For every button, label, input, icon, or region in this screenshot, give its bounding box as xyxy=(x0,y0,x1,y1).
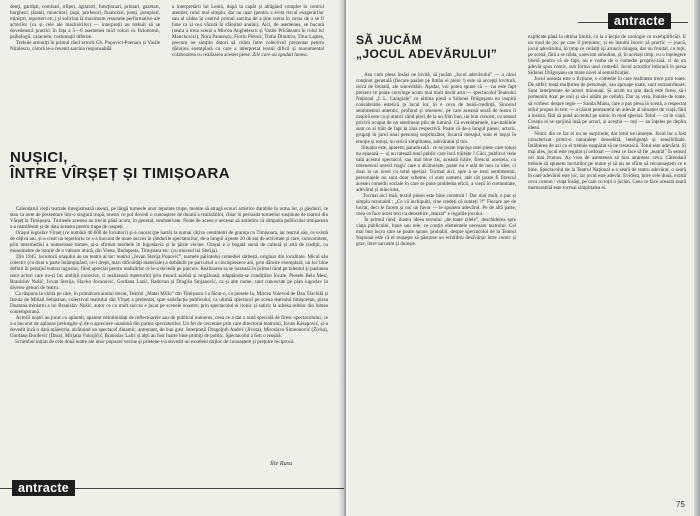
article-signature: Ilie Rusu xyxy=(270,460,293,467)
left-top-column-1: denți, gardiști, comisari, ofițeri, agitatori, funcționari, primari, gazetari, burghezi, țăranii, muncitori, popi, profesori, financiari, poeți, pompieri, miniștri, reporteri etc.) și solicitat la maximum resursele performative ale actorilor (ca și cele ale machiorilor) — interpreții au trebuit să se dovedească practici în fața a 5—6 asemenea mici roluri cu fizionomii, psihologii, caractere, costumații diferite. Trebuie amintiți în primul rând actorii Gh. Popovici-Poenaru și Vasile Nițulescu, căroră le-a revenit sarcina responsabilă xyxy=(10,4,160,53)
book-fore-edge xyxy=(694,0,700,516)
left-headline-line-1: NUȘICI, xyxy=(10,149,68,166)
left-body-text: Calendarul vieții teatrale înregistrează uneori, pe lângă turneele unor reputate trupe, menite să atragă ecouri artistice durabile în urma lor, și găsduiri, ce stau ca note de prezentare într-o singură trupă, uneori ce pot dovedi o cunoaștere de durată a realizărilor, chiar în perioada turneelor susținute de teatrul din Vârșeț la Timișoara. Turneele acestea au trecut până acum, în general, neobservate. Poate de aceea e necesar să amintim că simpatia publicului timișorean s-a manifestat și de data aceasta pentru trupa de oaspeți. Orașul iugoslav Vîrșeț (ce număra 40.000 de locuitori) și-a onorat (pe hartă) la numai câțiva centimetri de granița cu Timișoara, iar teatrul său, ce există de câțiva ani, și-a creat un repertoriu ce s-a bucurat de mare succes în rândurile spectatorilor, de-a lungul a peste 20 de ani de activitate și care, concomitent, prin intermediul a numeroase turnee, și-a afirmat meritele în Iugoslavia și în țările vecine. Orașul e o bogată sursă de cultură și artă de tradiții, cu monumente de istorie de o valoare unică, din Viena, Budapesta, Timișoara etc. (cu muzeul lui Sterija). Din 1945, locuitorii orașului au un teatru al lor: teatrul „Jovan Sterija Popović”, numele părintelui comediei sârbești, originar din localitate. Micul său colectiv (cu doar o parte întâmpinând, ce-i drept, mari dificultăți materiale) a dobândit pe parcursul a cincisprezece ani, prin dăruire exemplară, un loc bine definit în peisajul teatral iugoslav, fiind apreciat pentru realizările ce le-a dovedit pe parcurs. Realizarea sa se bazează în primul rând pe talentul și pasiunea unor actori care nu-și fac ambiții excesive, ci realizează repertoriul prin muncă asiduă și migăloasă, adaptându-se condițiilor locale. Piesele Bela Mesi, Branislav Nušić, Jovan Sterija, Slavko Jovanović, Gordana Lazić, Radovan și Dragiša Stojanović, ca și alte nume, sunt cunoscute pe plan iugoslav în diverse genuri de teatru. Ca răspuns la vizita pe care, în primăvara anului trecut, Teatrul „Matei Millo” din Timișoara i-a făcut-o, cu piesele Io, Mircea Voievod de Dan Tărchilă și Insula de Mihail Sebastian, colectivul teatrului din Vîrșeț a prezentat, spre satisfacția publicului, ca ultimă spectacol pe scena teatrului timișorean, piesa Doamna ministru a lui Branislav Nušić, autor ce cu mult succes e jucat pe scenele noastre; prin spectacolul ei ironic și satiric la adresa relelor din lumea contemporană. Actorii noștri au jucat cu aplomb, aparent neintimidați de reflectoarele sau de publicul numeros, ceea ce a dat o notă specială de firesc spectacolului, ce s-a bucurat de aplauze prelungite și de o apreciere unanimă din partea spectatorilor. Un fel de cercetare prin care directorul teatrului, Iovan Kasapović, și-a dovedit încă o dată măiestria, alcătuind un spectacol dinamic, antrenant, de bun gust. Interpreții Dragoljub Andrić (Jivota), Miroslava Simeonović (Živka), Gordana Đurđević (Dara), Mirjana Vukojičić, Branislav Lalić și alții au fost foarte bine primiți de public. Spectacolul a fost o reușită. Schimbul inițiat de cele două teatre ale unor popoare vecine și prietene s-a dovedit un excelent mijloc de cunoaștere și prețuire reciprocă. xyxy=(10,206,329,346)
left-page xyxy=(0,0,344,516)
left-section-tag: antracte xyxy=(12,480,75,496)
page-number: 75 xyxy=(676,500,685,509)
left-top-column-2-text: a interpretării lui Lenin, după la capăt și atrăgând complet în centrul atenției, rolul mai simplu, dar nu ușor (pentru a evita riscul exagerărilor sau al cădea în centrul primul sarcina de a ține scena în cursa de a se fi bine ca și cea văzută în sfârșitul anului). Aici, de asemenea, se bucură (seara a treia scenă a Mircea Anghelescu și Vasile Pricăteanu în rolul lui Manchovici), Nora Paunescu, Florin Piersic, Toma Dimitriu, Titus Lapteș, precum ne simțim datori să cităm între colectivul prezentat pentru dăruirea exemplară cu care a interpretat textul dificil și monumental colaborarea cu realizarea acestei piese. xyxy=(172,4,326,59)
right-page xyxy=(346,0,694,516)
left-top-column-2 xyxy=(172,4,324,104)
right-headline-line-1: SĂ JUCĂM xyxy=(356,33,422,47)
right-column-2: explicate până la ultima limită, ca la o lecție de zoologie cu exemplificări. E un mod de joc pe care îl prețuiesc, și eu însumi încerc să practic — joacă, jocul adevărului, în timp ce ceilalți își aruncă mingea, dar nu frontal, cu toții, pe scenă, fără a se trăda, oarecum simultan, și, în același timp, cu o înțelegere liberă pentru că de fapt, nu e vorba de o comedie propriu-zisă, ci de un adevăr spus comic, sub forma unei comedii. Jocul actorilor îmbracă în piesa Sidonei Drăgușanu un mare nivel al semnificației. Jocul aceasta este o ficțiune, o comedie în care realitatea trece prin toate. De altfel, toată mulțimea de personaje, sau aproape toate, sunt extraordinare. Sunt interpretate de actori minunați. Și acum nu știu dacă este firesc să-i pomenim doar pe unii și să-i uităm pe ceilalți. Dar aș vrea, înainte de toate, să vorbesc despre regie — Sanda Manu, care a pus piesa în scenă, a respectat stilul propus în text — a căutat permanent un adevăr al situației de viață, fără a insista, fără să pună accentul pe nimic în mod special. Totul — ca în viață. Creația ei se sprijină însă pe actori, și aceștia — toți — au înțeles pe deplin ideea. Nimic din ce fac ei nu ne surprinde, dar totul ne uimește. Jocul lor a fost caracterizat printr-o naturalețe deosebită, inteligență și sensibilitate. Întâlnirea de azi cu ei trebuie neapărat să ne trezească. Totul este adevărat. Și mai ales, jocul este regulat și ordonat — ceea ce face să fie „teatral” în sensul cel mai frumos. Aș vrea de asemenea să mai amintesc ceva. Câteodată trebuie să spunem lucrurilor pe nume și să nu ne sfiim să recunoaștem ce e bine. Spectacolul de la Teatrul Național e o seară de teatru adevărat, o seară în care adevărul este joc, iar jocul este adevăr. Evident, între cele două, există ceva comun : viața însăși, pe care cu toții o jucăm. Ceea ce face această seară memorabilă este tocmai simplitatea ei. xyxy=(528,34,686,192)
left-top-column-2-tail: Zile care au zguduit lumea. xyxy=(252,52,309,59)
right-headline-line-2: „JOCUL ADEVĂRULUI” xyxy=(356,47,498,61)
left-headline-line-2: ÎNTRE VÎRȘEȚ ȘI TIMIȘOARA xyxy=(10,165,231,182)
right-column-1: Aus cum piesa însăși ne invită, să jucăm „Jocul adevărului” — a cărui conținut generală (fiecare pasăre pe limba ei piere !) este să accepți lovitură, orică de brutală, ale sinceritătii. Așadar, voi potea spune că — nu este fapt prezent ce poate convinge acum mai mult decât arta — spectacolul Teatrului Național „I. L. Caragiale” cu ultima piesă a Sidonei Drăgușanu nu inspiră consideratie estetică la locul lor. Și e ceva de bună-credință, Sincerul sentimentul autentic, profund și omenesc, pe care această seară de teatru îl inspiră este ca și atunci când pleci de la un film bun, un bun concert, cu sensul privirii ocupat de un sentiment plin de lumină. Că evenimentele, inevitabilele sunt ce ai trăit de fapt în ziua respectivă. Poate că de-a lungul piesei, actorii, grupați în jurul unui personaj surprinzător, încarcă mesajul, sunt ei înșiși în emoție și totuși, nu strică simplitatea, adevăratul și ton. Situația este, aparent, paradoxală : ce se poate reproșa unei piese care totuși nu eșuează — și nu ratează unui public care încă trăiește ? Căci, publicul vede sala acestui spectacol, sau mai bine zis, această trăire, firescul acesteia, cu omenescul uneori tragic care o alcătuiește, poate nu e atât de nou ca idee, ci doar la un nivel cu totul special. Tocmai aici, spre a se trezi sentimentul, personajele nu sunt doar scheme, ci sunt oameni, atât cât poate fi firescul acestei comedii sociale în care se pune problema eticii, a vieții în comunitate, adevărul și minciuna, Tocmai aici însă, textul piesei este bine construit ! Dar mai mult, e pur și simplu rezonabil : „Ce vă închipuiți, cine credeți că sunteți ?!” Fiecare are de lucrat, deci le facem și noi un favor — le spunem adevărul. Pe de altă parte, ceea ce face acest text cu deosebire „teatral” e regulile jocului. În primul rând, ilustra ideea textului „de toate zilele”, deschiderea spre viața publicului, bune sau rele, ce conțin elementele necesare teatrului. Cel mai bun lucru care se poate spune, probabil, despre spectacolul de la Teatrul Național este că el reușește să păstreze un echilibru desăvârșit între comic și grav, între sarcasm și duioșie. xyxy=(356,72,517,248)
right-section-tag: antracte xyxy=(608,13,671,29)
